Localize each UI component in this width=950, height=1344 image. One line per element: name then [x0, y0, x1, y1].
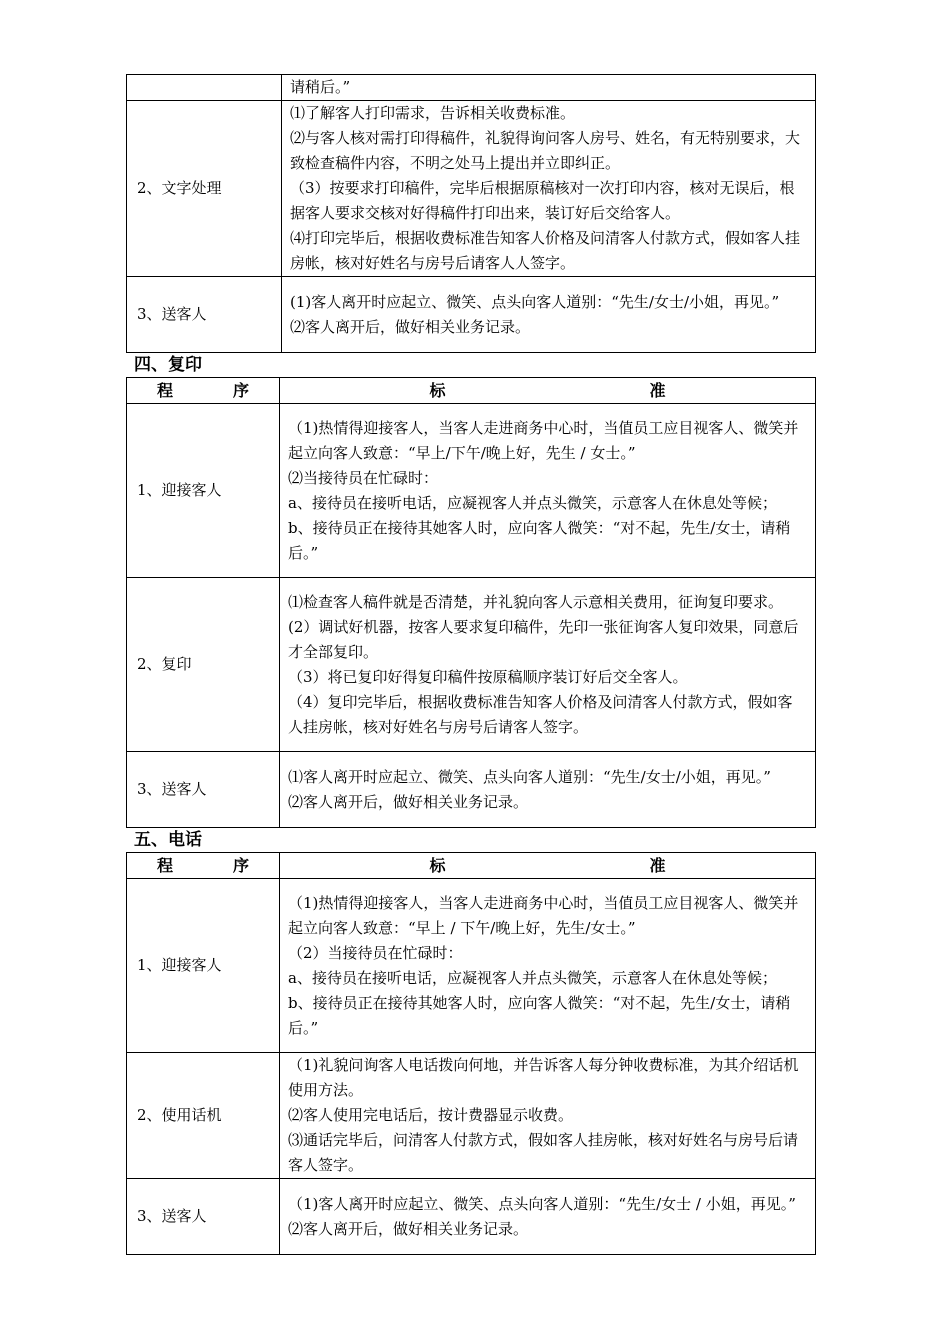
table-row [127, 879, 816, 1053]
standard-line: （4）复印完毕后，根据收费标准告知客人价格及问清客人付款方式，假如客人挂房帐，核对好姓名与房号后请客人签字。 [288, 692, 793, 736]
standard-cell [280, 752, 816, 828]
procedure-cell: 2、复印 [127, 578, 280, 752]
table-row [127, 1179, 816, 1255]
standard-line: （1)客人离开时应起立、微笑、点头向客人道别：“先生/女士 / 小姐，再见。” [288, 1194, 796, 1213]
table-telephone [126, 852, 816, 1255]
standard-line: ⑵客人离开后，做好相关业务记录。 [290, 317, 531, 336]
standard-line: ⑴了解客人打印需求，告诉相关收费标准。 [290, 104, 576, 122]
standard-line: （1)热情得迎接客人，当客人走进商务中心时，当值员工应目视客人、微笑并起立向客人致意：“早上 / 下午/晚上好，先生/女士。” [288, 893, 799, 937]
standard-line: ⑴检查客人稿件就是否清楚，并礼貌向客人示意相关费用，征询复印要求。 [288, 592, 784, 611]
standard-line: （2）当接待员在忙碌时： [288, 943, 463, 962]
standard-cell [282, 75, 816, 101]
standard-line: （3）将已复印好得复印稿件按原稿顺序装订好后交全客人。 [288, 667, 688, 686]
table-text-processing [126, 74, 816, 353]
procedure-cell: 3、送客人 [127, 277, 282, 353]
table-row [127, 75, 816, 101]
procedure-cell: 3、送客人 [127, 1179, 280, 1255]
header-standard: 标 准 [280, 853, 816, 879]
standard-cell [280, 1179, 816, 1255]
standard-line: ⑵客人使用完电话后，按计费器显示收费。 [288, 1106, 574, 1124]
standard-cell [280, 879, 816, 1053]
standard-line: ⑵与客人核对需打印得稿件，礼貌得询问客人房号、姓名，有无特别要求，大致检查稿件内容，不明之处马上提出并立即纠正。 [290, 129, 801, 172]
table-row [127, 101, 816, 277]
standard-line: b、接待员正在接待其她客人时，应向客人微笑：“对不起，先生/女士，请稍后。” [288, 518, 791, 562]
table-row [127, 1053, 816, 1179]
header-procedure: 程 序 [127, 853, 280, 879]
standard-cell [280, 404, 816, 578]
standard-line: （1)热情得迎接客人，当客人走进商务中心时，当值员工应目视客人、微笑并起立向客人致意：“早上/下午/晚上好，先生 / 女士。” [288, 418, 799, 462]
procedure-cell [127, 75, 282, 101]
standard-line: (1)客人离开时应起立、微笑、点头向客人道别：“先生/女士/小姐，再见。” [290, 292, 780, 311]
standard-line: ⑶通话完毕后，问清客人付款方式，假如客人挂房帐，核对好姓名与房号后请客人签字。 [288, 1131, 799, 1174]
procedure-cell: 2、使用话机 [127, 1053, 280, 1179]
standard-cell [280, 578, 816, 752]
standard-line: 请稍后。” [290, 78, 351, 96]
standard-line: ⑵当接待员在忙碌时： [288, 468, 439, 487]
standard-cell [280, 1053, 816, 1179]
section-title-telephone: 五、电话 [134, 830, 202, 850]
standard-line: ⑵客人离开后，做好相关业务记录。 [288, 1219, 529, 1238]
procedure-cell: 3、送客人 [127, 752, 280, 828]
standard-line: b、接待员正在接待其她客人时，应向客人微笑：“对不起，先生/女士，请稍后。” [288, 993, 791, 1037]
table-row [127, 277, 816, 353]
section-title-copy: 四、复印 [134, 355, 202, 375]
header-procedure: 程 序 [127, 378, 280, 404]
standard-line: ⑵客人离开后，做好相关业务记录。 [288, 792, 529, 811]
procedure-cell: 1、迎接客人 [127, 879, 280, 1053]
standard-line: （1)礼貌问询客人电话拨向何地，并告诉客人每分钟收费标准，为其介绍话机使用方法。 [288, 1056, 799, 1099]
table-header-row [127, 853, 816, 879]
standard-line: ⑴客人离开时应起立、微笑、点头向客人道别：“先生/女士/小姐，再见。” [288, 767, 771, 786]
table-copy [126, 377, 816, 828]
document-page [126, 74, 816, 1255]
standard-line: a、接待员在接听电话，应凝视客人并点头微笑，示意客人在休息处等候； [288, 493, 777, 512]
standard-line: (2）调试好机器，按客人要求复印稿件，先印一张征询客人复印效果，同意后才全部复印。 [288, 617, 799, 661]
table-row [127, 752, 816, 828]
standard-cell [282, 101, 816, 277]
table-header-row [127, 378, 816, 404]
standard-line: a、接待员在接听电话，应凝视客人并点头微笑，示意客人在休息处等候； [288, 968, 777, 987]
header-standard: 标 准 [280, 378, 816, 404]
table-row [127, 404, 816, 578]
standard-cell [282, 277, 816, 353]
standard-line: ⑷打印完毕后，根据收费标准告知客人价格及问清客人付款方式，假如客人挂房帐，核对好姓名与房号后请客人人签字。 [290, 229, 801, 272]
procedure-cell: 2、文字处理 [127, 101, 282, 277]
standard-line: （3）按要求打印稿件，完毕后根据原稿核对一次打印内容，核对无误后，根据客人要求交核对好得稿件打印出来，装订好后交给客人。 [290, 179, 795, 222]
table-row [127, 578, 816, 752]
procedure-cell: 1、迎接客人 [127, 404, 280, 578]
